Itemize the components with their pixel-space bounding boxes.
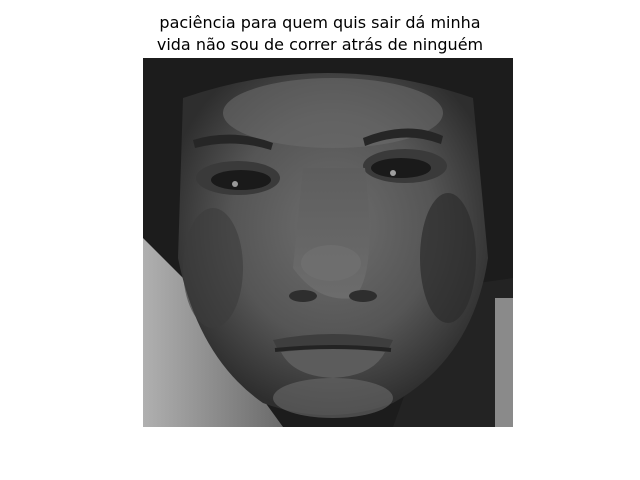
chin [273, 378, 393, 418]
left-eye [211, 170, 271, 190]
right-nostril [349, 290, 377, 302]
hood-right-edge [495, 298, 513, 427]
right-eye-highlight [390, 170, 396, 176]
title-line-2: vida não sou de correr atrás de ninguém [156, 35, 484, 54]
face-image [143, 58, 513, 427]
left-eye-highlight [232, 181, 238, 187]
left-nostril [289, 290, 317, 302]
title-line-1: paciência para quem quis sair dá minha [159, 13, 481, 32]
left-cheek-shadow [183, 208, 243, 328]
figure-title [0, 12, 640, 56]
face-illustration [143, 58, 513, 427]
right-eye [371, 158, 431, 178]
right-cheek-shadow [420, 193, 476, 323]
nose-tip [301, 245, 361, 281]
